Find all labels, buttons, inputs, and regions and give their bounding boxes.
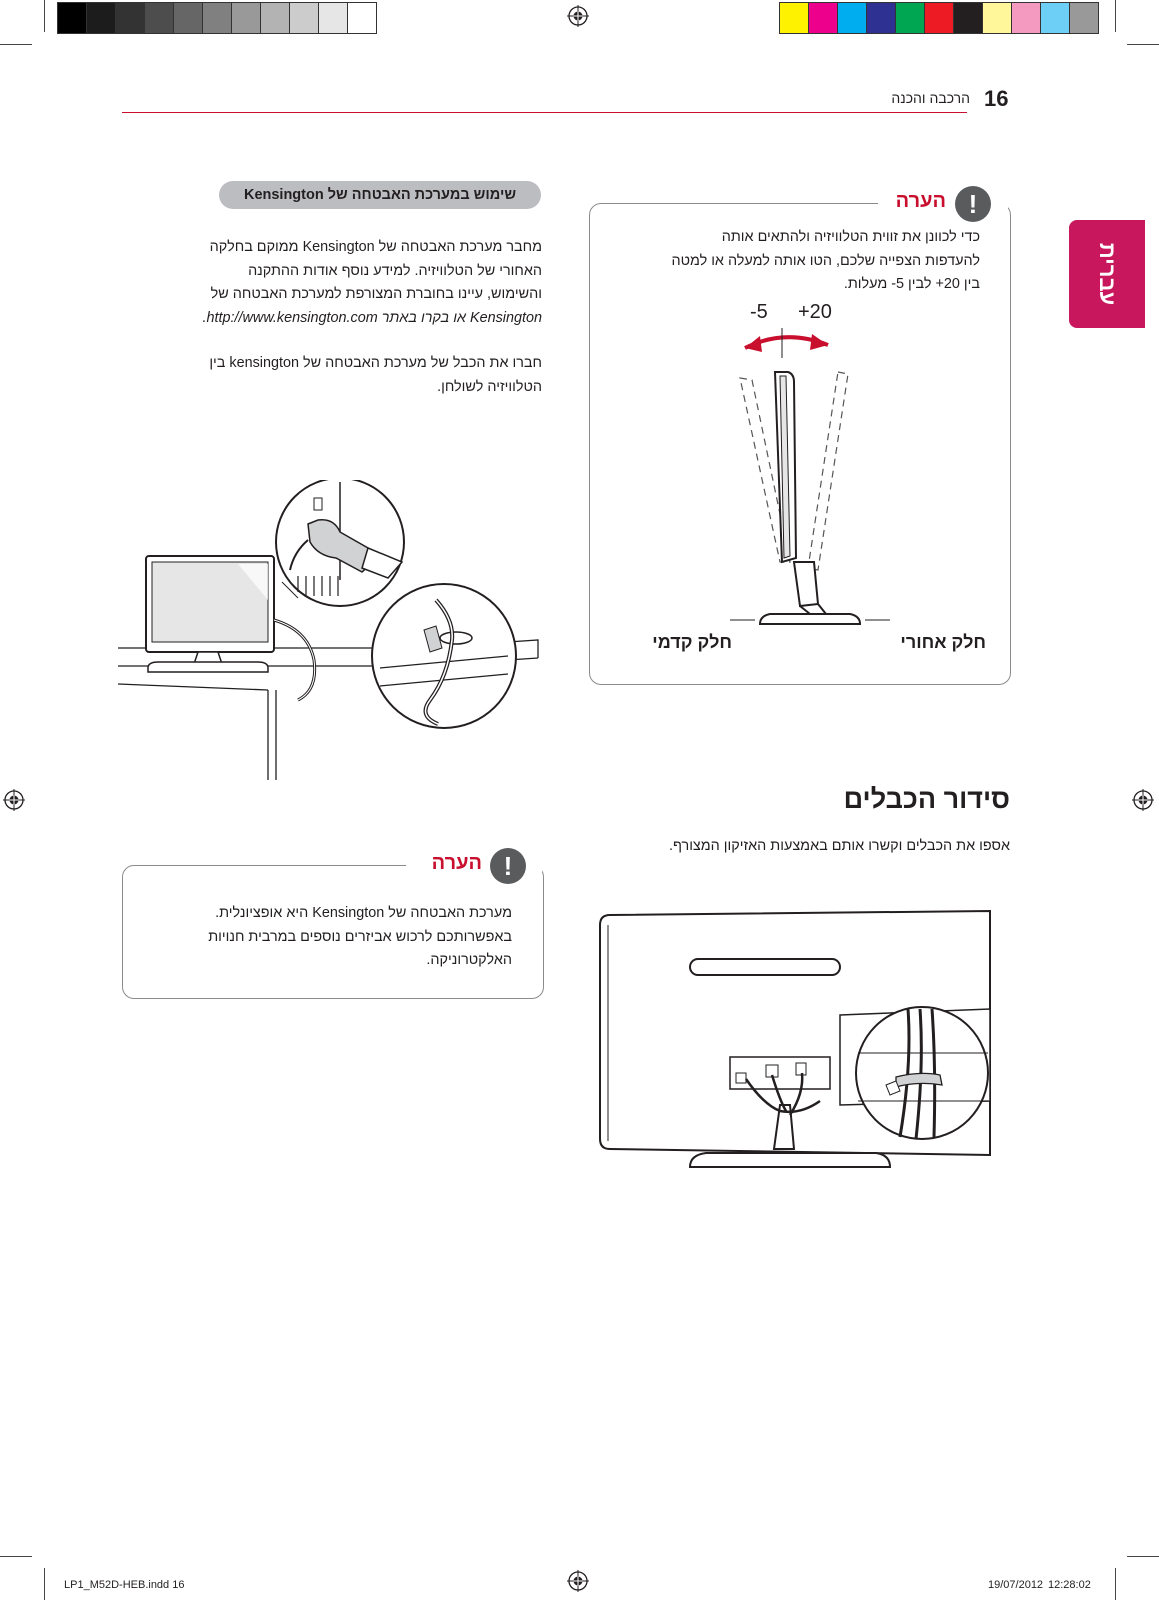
kensington-heading: שימוש במערכת האבטחה של Kensington [219,181,541,209]
crop-mark [1127,44,1159,45]
exclamation-icon: ! [490,848,526,884]
kensington-lock-illustration [118,480,558,780]
kensington-line: והשימוש, עיינו בחוברת המצורפת למערכת האבטחה של [210,286,542,302]
registration-mark-icon [1132,789,1154,811]
registration-mark-icon [567,5,589,27]
label-front: חלק קדמי [652,632,732,652]
header-rule [122,112,967,113]
note-line: האלקטרוניקה. [426,952,512,968]
tilt-angle-back: +20 [798,301,832,323]
registration-mark-icon [3,789,25,811]
cmyk-color-bar [779,2,1099,34]
tilt-note-line: כדי לכוונן את זווית הטלוויזיה ולהתאים אותה [721,229,980,245]
cable-section-text: אספו את הכבלים וקשרו אותם באמצעות האזיקון המצורף. [668,838,1010,854]
tilt-note-title: הערה [895,190,946,212]
kensington-line: מחבר מערכת האבטחה של Kensington ממוקם בחלקה [209,239,542,255]
crop-mark [44,0,45,32]
tilt-note-line: להעדפות הצפייה שלכם, הטו אותה למעלה או למטה [671,252,980,269]
crop-mark [0,44,32,45]
exclamation-icon: ! [955,186,991,222]
language-tab [1069,220,1145,328]
kensington-paragraph [138,236,542,330]
tilt-note-text [600,226,980,297]
page-number: 16 [984,86,1009,111]
cable-management-illustration [590,905,1010,1205]
kensington-note-title: הערה [431,852,482,874]
crop-mark [1127,1556,1159,1557]
kensington-note-text [132,902,512,973]
footer-time: 12:28:02 [1048,1579,1091,1591]
crop-mark [1115,1568,1116,1600]
tilt-angle-diagram [700,300,1000,660]
footer-filename: LP1_M52D-HEB.indd 16 [64,1579,185,1591]
crop-mark [1115,0,1116,32]
registration-mark-icon [567,1570,589,1592]
crop-mark [44,1568,45,1600]
tilt-angle-front: -5 [750,301,768,323]
kensington-paragraph-2 [138,352,542,399]
note-line: מערכת האבטחה של Kensington היא אופציונלית. [215,905,512,921]
language-tab-label: עברית [1095,242,1120,306]
kensington-line: האחורי של הטלוויזיה. למידע נוסף אודות ההתקנה [248,262,542,279]
footer-date: 19/07/2012 [988,1579,1044,1591]
crop-mark [0,1556,32,1557]
tilt-note-line: בין ‎+20‎ לבין ‎-5‎ מעלות. [843,276,980,292]
running-head: הרכבה והכנה [891,90,970,106]
grayscale-color-bar [57,2,377,34]
kensington-line: הטלוויזיה לשולחן. [437,378,542,395]
label-back: חלק אחורי [900,632,986,652]
kensington-line: חברו את הכבל של מערכת האבטחה של kensington בין [209,355,542,371]
cable-section-heading: סידור הכבלים [843,784,1010,814]
kensington-line: Kensington או בקרו באתר http://www.kensington.com. [202,309,542,326]
note-line: באפשרותכם לרכוש אביזרים נוספים במרבית חנויות [208,928,512,945]
